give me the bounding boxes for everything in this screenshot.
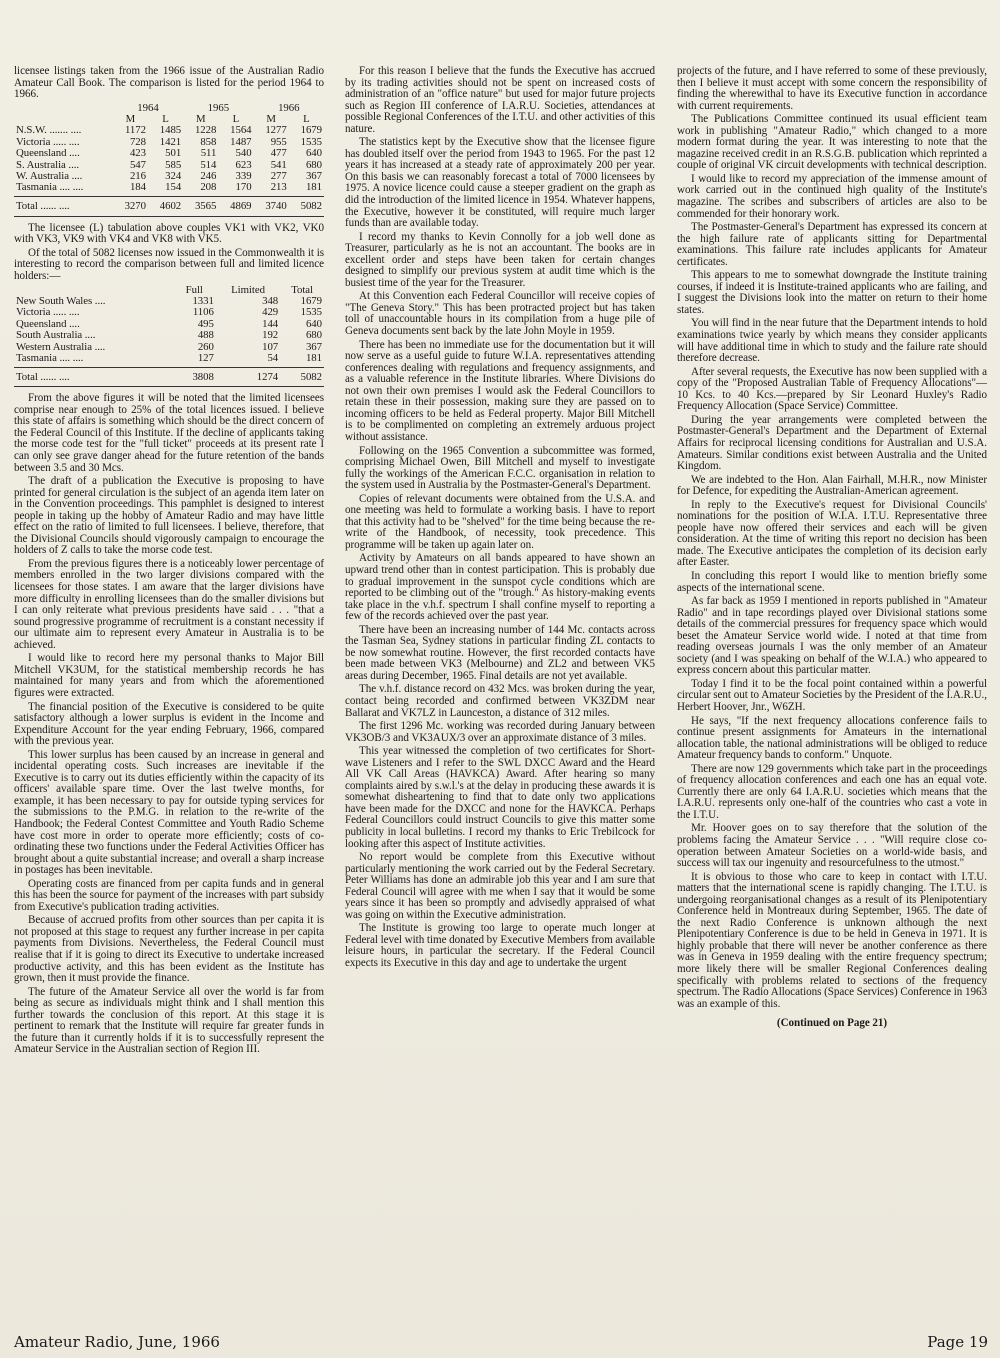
value-cell: 339 [235,170,252,183]
value-cell: 429 [262,306,279,319]
value-cell: 1564 [230,124,252,137]
state-cell: W. Australia .... [16,170,83,183]
body-paragraph: From the above figures it will be noted that the limited licensees comprise near enough to 25% of the total licences issued. I believe this state of affairs is something which should be the direct concern of the Federal Council of this Institute. If the decline of applicants taking the morse code test for the "full ticket" proceeds at its present rate I can only see grave danger ahead for the future retention of the bands between 3.5 and 30 Mcs. [14,392,324,474]
total-label: Total ...... .... [14,367,173,386]
value-cell: 1421 [159,135,182,148]
body-paragraph: Mr. Hoover goes on to say therefore that the solution of the problems facing the Amateur Service . . . "Will require close co-operation between Amateur Societies on a world-wide basis, and success will tax our ingenuity and resourcefulness to the utmost." [677,822,987,870]
body-paragraph: I record my thanks to Kevin Connolly for a job well done as Treasurer, particularly as he is not an accountant. The books are in excellent order and steps have been taken for certain changes designed to simplify our previous system at audit time which is the busiest time of the year for the Treasurer. [345,230,655,289]
column-middle [345,66,655,1324]
value-cell: 1487 [230,135,252,148]
value-cell: 184 [129,181,146,194]
total-cell: 5082 [280,367,324,386]
sub-header: M [266,113,276,126]
intro-paragraph: licensee listings taken from the 1966 issue of the Australian Radio Amateur Call Book. The comparison is listed for the period 1964 to 1966. [14,66,324,101]
body-paragraph: The first 1296 Mc. working was recorded during January between VK3OB/3 and VK3AUX/3 over an approximate distance of 3 miles. [345,720,655,744]
column-left [14,66,324,1324]
body-paragraph: No report would be complete from this Executive without particularly mentioning the work carried out by the Federal Secretary. Peter Williams has done an admirable job this year and I am sure that Federal Council will agree with me when I say that it would be some years since it has been so promptly and advisedly appraised of what was going on within the Executive administration. [345,851,655,921]
value-cell: 640 [305,147,322,160]
state-cell: Queensland .... [16,317,80,330]
total-cell: 1274 [216,367,280,386]
value-cell: 170 [235,181,252,194]
sub-header: L [162,113,169,126]
value-cell: 1172 [124,124,146,137]
value-cell: 423 [129,147,146,160]
value-cell: 1228 [194,124,217,137]
body-paragraph: Copies of relevant documents were obtained from the U.S.A. and one meeting was held to formulate a working basis. I have to report that this activity had to be "shelved" for the time being because the re-write of the Handbook, of necessity, took precedence. This programme will be taken up again later on. [345,492,655,551]
state-cell: Tasmania .... .... [16,351,84,364]
total-cell: 3565 [183,197,218,216]
value-cell: 623 [235,158,252,171]
body-paragraph: Today I find it to be the focal point contained within a powerful circular sent out to Amateur Societies by the President of the I.A.R.U., Herbert Hoover, Jnr., W6ZH. [677,677,987,713]
total-cell: 3808 [173,367,216,386]
body-paragraph: It is obvious to those who care to keep in contact with I.T.U. matters that the international scene is rapidly changing. The I.T.U. is undergoing reorganisational changes as a result of its Plenipotentiary Conference held in Montreaux during September, 1965. The date of the next Radio Conference is unknown although the next Plenipotentiary Conference is due to be held in Geneva in 1971. It is highly probable that there will never be another conference as there was in Geneva in 1959 dealing with the entire frequency spectrum; more likely there will be smaller Regional Conferences dealing specifically with problems related to sections of the frequency spectrum. The Radio Allocations (Space Services) Conference in 1963 was an example of this. [677,870,987,1010]
column-left-body [14,393,324,1056]
couples-paragraph: The licensee (L) tabulation above couples VK1 with VK2, VK0 with VK3, VK9 with VK4 and VK8 with VK5. [14,221,324,246]
table-row [14,330,324,341]
body-paragraph: There has been no immediate use for the documentation but it will now serve as a useful guide to future W.I.A. representatives attending conferences dealing with regulations and frequency assignments, and as a valuable reference in the Institute libraries. Where Divisions do not own their own premises I would ask the Federal Councillors to retain these in their possession, making sure they are passed on to incoming officers to be held as Federal property. Major Bill Mitchell is to be complimented on completing an extremely arduous project without assistance. [345,338,655,443]
body-paragraph: There have been an increasing number of 144 Mc. contacts across the Tasman Sea, Sydney stations in particular finding ZL contacts to be now somewhat routine. However, the first recorded contacts have been made between VK3 (Melbourne) and ZL2 and between VK5 areas during December, 1965. Final details are not yet available. [345,623,655,682]
state-cell: Queensland .... [16,147,80,160]
state-cell: S. Australia .... [16,158,80,171]
value-cell: 54 [267,351,279,364]
total-cell: 4602 [148,197,183,216]
value-cell: 192 [262,329,279,342]
body-paragraph: The financial position of the Executive is considered to be quite satisfactory although a lower surplus is evident in the Income and Expenditure Account for the year ending February, 1966, compared with the previous year. [14,700,324,748]
body-paragraph: projects of the future, and I have referred to some of these previously, then I believe it must accept with some concern the responsibility of finding the wherewithal to have its Executive function in accordance with current requirements. [677,66,987,112]
table-row [14,182,324,193]
total-label: Total ...... .... [14,197,113,216]
column-middle-body [345,66,655,970]
body-paragraph: This year witnessed the completion of two certificates for Short-wave Listeners and I refer to the SWL DXCC Award and the Heard All VK Call Areas (HAVKCA) Award. After hearing so many complaints aired by s.w.l.'s at the delay in producing these awards it is somewhat disheartening to find that to date only two applications have been made for the DXCC and none for the HAVKCA. Perhaps Federal Councillors could instruct Councils to give this matter some publicity in local bulletins. I record my thanks to Eric Trebilcock for looking after this aspect of Institute activities. [345,745,655,850]
body-paragraph: From the previous figures there is a noticeably lower percentage of members enrolled in the two larger divisions compared with the licensees for those states. I am aware that the larger divisions have more difficulty in enrolling licensees than do the smaller divisions but I can only reiterate what previous presidents have said . . . "that a sound progressive programme of recruitment is a constant necessity if our ultimate aim to represent every Amateur in Australia is to be achieved. [14,557,324,651]
value-cell: 181 [305,351,322,364]
state-cell: Victoria ..... .... [16,306,80,319]
value-cell: 955 [270,135,287,148]
value-cell: 680 [305,329,322,342]
state-cell: Tasmania .... .... [16,181,84,194]
page-number: Page 19 [927,1333,988,1351]
state-cell: New South Wales .... [16,294,106,307]
continued-note: (Continued on Page 21) [776,1017,888,1030]
body-paragraph: As far back as 1959 I mentioned in reports published in "Amateur Radio" and in tape recordings played over Divisional stations some details of the commercial pressures for frequency space which would beset the Amateur Service world wide. I noted at that time from reading overseas journals I was the only member of an Amateur society (and I was speaking on behalf of the W.I.A.) who appeared to express concern about this particular matter. [677,595,987,677]
value-cell: 213 [270,181,287,194]
total-cell: 3740 [254,197,289,216]
body-paragraph: Activity by Amateurs on all bands appeared to have shown an upward trend other than in contest participation. This is probably due to gradual improvement in the sunspot cycle conditions which are reported to be climbing out of the "trough." As history-making events take place in the v.h.f. spectrum I shall confine myself to reporting a few of the records achieved over the past year. [345,552,655,623]
body-paragraph: I would like to record my appreciation of the immense amount of work carried out in the continued high quality of the Institute's magazine. The scribes and subscribers of articles are also to be commended for their honorary work. [677,172,987,220]
year-header: 1965 [207,101,230,114]
value-cell: 514 [200,158,217,171]
value-cell: 477 [270,147,287,160]
body-paragraph: Following on the 1965 Convention a subcommittee was formed, comprising Michael Owen, Bill Mitchell and myself to investigate fully the workings of the American F.C.C. organisation in relation to the system used in Australia by the Postmaster-General's Department. [345,444,655,492]
table-total-row [14,197,324,216]
body-paragraph: You will find in the near future that the Department intends to hold examinations twice yearly by which means they consider applicants will have additional time in which to study and the failure rate should therefore decrease. [677,317,987,365]
value-cell: 585 [165,158,182,171]
body-paragraph: The future of the Amateur Service all over the world is far from being as secure as individuals might think and I shall mention this further towards the conclusion of this report. At this stage it is pertinent to remark that the Institute will require far greater funds in the future than it currently holds if it is to successfully represent the Amateur Service in the Australian section of Region III. [14,985,324,1056]
value-cell: 1277 [265,124,287,137]
column-header: Total [291,283,313,296]
column-right [677,66,987,1324]
value-cell: 1535 [300,135,322,148]
value-cell: 181 [305,181,322,194]
value-cell: 640 [305,317,322,330]
value-cell: 107 [262,340,279,353]
table-row [14,148,324,159]
body-paragraph: This appears to me to somewhat downgrade the Institute training courses, if indeed it is Institute-trained applicants who are failing, and I suggest the Divisions look into the matter on return to their home states. [677,269,987,316]
sub-header: M [195,113,206,126]
value-cell: 260 [197,340,214,353]
body-paragraph: The statistics kept by the Executive show that the licensee figure has doubled itself over the period from 1943 to 1965. For the past 12 years it has increased at a steady rate of approximately 200 per year. On this basis we can reasonably forecast a total of 7000 licensees by 1975. A novice licence could cause a steeper gradient on the graph as did the introduction of the limited licence in 1954. Whatever happens, the Executive, however it be constituted, will require much larger funds than are available today. [345,136,655,230]
body-paragraph: The v.h.f. distance record on 432 Mcs. was broken during the year, contact being recorded and confirmed between VK3ZDM near Ballarat and VK7LZ in Launceston, a distance of 312 miles. [345,683,655,719]
body-paragraph: There are now 129 governments which take part in the proceedings of frequency allocation conferences and each one has an equal vote. Currently there are only 64 I.A.R.U. societies which means that the I.A.R.U. represents only one-half of the countries who cast a vote in the I.T.U. [677,762,987,821]
value-cell: 541 [270,158,287,171]
body-paragraph: After several requests, the Executive has now been supplied with a copy of the "Proposed Australian Table of Frequency Allocations"—10 Kcs. to 40 Kcs.—prepared by Sir Leonard Huxley's Radio Frequency Allocation (Space Service) Committee. [677,365,987,413]
value-cell: 246 [200,170,217,183]
body-paragraph: The Postmaster-General's Department has expressed its concern at the high failure rate of applicants sitting for Departmental examinations. This failure rate includes applicants for Amateur certificates. [677,221,987,268]
value-cell: 1485 [159,124,182,137]
value-cell: 348 [262,294,279,307]
value-cell: 367 [305,170,322,183]
value-cell: 728 [129,135,146,148]
value-cell: 547 [129,158,146,171]
value-cell: 1331 [192,294,214,307]
body-paragraph: This lower surplus has been caused by an increase in general and incidental operating costs. Such increases are inevitable if the Executive is to carry out its duties efficiently within the capacity of its officers' available spare time. Over the last twelve months, for example, it has been necessary to pay for outside typing services for the submissions to the P.M.G. in relation to the re-write of the Handbook; the Federal Contest Committee and Youth Radio Scheme have cost more in order to operate more efficiently; costs of co-ordinating these two functions under the Federal Activities Officer has brought about a quite substantial increase; and overall a sharp increase in postages has been inevitable. [14,748,324,877]
table-total-row [14,367,324,386]
body-paragraph: I would like to record here my personal thanks to Major Bill Mitchell VK3UM, for the statistical membership records he has maintained for many years and from which the aforementioned figures were extracted. [14,652,324,699]
table-row [14,353,324,364]
licensee-table [14,103,324,217]
value-cell: 1106 [192,306,214,319]
sub-header: M [125,113,136,126]
value-cell: 495 [197,317,214,330]
total-cell: 3270 [113,197,148,216]
value-cell: 216 [129,170,146,183]
column-right-body [677,66,987,1010]
body-paragraph: In concluding this report I would like to mention briefly some aspects of the international scene. [677,569,987,594]
year-header: 1966 [278,101,300,114]
value-cell: 154 [165,181,182,194]
value-cell: 680 [305,158,322,171]
value-cell: 367 [305,340,322,353]
full-limited-table [14,285,324,388]
body-paragraph: In reply to the Executive's request for Divisional Councils' nominations for the position of W.I.A. I.T.U. Representative three people have now offered their services and each will be given consideration. At the time of writing this report no decision has been made. The Executive anticipates the completion of its decision early after Easter. [677,498,987,569]
body-paragraph: The Institute is growing too large to operate much longer at Federal level with time donated by Executive Members from available leisure hours, in particular the secretary. If the Federal Council expects its Executive in this day and age to undertake the urgent [345,922,655,970]
value-cell: 1679 [300,294,322,307]
value-cell: 488 [197,329,214,342]
publication-title: Amateur Radio, June, 1966 [14,1333,220,1351]
value-cell: 144 [262,317,279,330]
body-paragraph: For this reason I believe that the funds the Executive has accrued by its trading activities should not be spent on increased costs of administration of an "office nature" but used for major future projects such as Region III conference of I.A.R.U. Societies, attendances at possible Regional Conferences of the I.T.U. and other activities of this nature. [345,66,655,135]
total-cell: 4869 [218,197,253,216]
body-paragraph: He says, "If the next frequency allocations conference fails to continue present assignments for Amateurs in the international allocation table, the national administrations will be obliged to reduce Amateur frequency bands to conform." Unquote. [677,714,987,762]
body-paragraph: The Publications Committee continued its usual efficient team work in publishing "Amateur Radio," which changed to a more modern format during the year. It was interesting to note that the magazine received credit in an R.S.G.B. publication which reprinted a couple of original VK circuit developments with technical description. [677,113,987,172]
body-paragraph: At this Convention each Federal Councillor will receive copies of "The Geneva Story." This has been protracted project but has taken toll of unaccountable hours in its compilation from a huge pile of Geneva documents sent back by the late John Moyle in 1959. [345,290,655,338]
table-year-header-row [14,103,324,114]
state-cell: Western Australia .... [16,340,106,353]
value-cell: 501 [165,147,182,160]
sub-header: L [303,113,310,126]
value-cell: 127 [197,351,214,364]
sub-header: L [232,113,240,126]
body-paragraph: Because of accrued profits from other sources than per capita it is not proposed at this stage to request any further increase in per capita payments from Divisions. Nevertheless, the Federal Council must realise that if it is going to direct its Executive to undertake increased productive activity, and this has been evident as the Institute has grown, then it must provide the finance. [14,914,324,985]
body-paragraph: We are indebted to the Hon. Alan Fairhall, M.H.R., now Minister for Defence, for expediting the Australian-American agreement. [677,473,987,498]
body-paragraph: During the year arrangements were completed between the Postmaster-General's Department and the Department of External Affairs for reciprocal licensing conditions for Australian and U.S.A. Amateurs. Similar conditions exist between Australia and the United Kingdom. [677,413,987,473]
state-cell: South Australia .... [16,329,96,342]
body-paragraph: The draft of a publication the Executive is proposing to have printed for general circulation is the subject of an agenda item later on in the Convention proceedings. This pamphlet is designed to interest people in taking up the hobby of Amateur Radio and may have little effect on the ratio of limited to full licensees. I believe, therefore, that the Divisional Councils should vigorously campaign to encourage the holders of Z calls to take the morse code test. [14,475,324,557]
year-header: 1964 [137,101,159,114]
value-cell: 208 [200,181,217,194]
value-cell: 277 [270,170,287,183]
value-cell: 540 [235,147,252,160]
value-cell: 511 [200,147,217,160]
total-cell: 5082 [289,197,324,216]
value-cell: 1679 [300,124,322,137]
value-cell: 858 [200,135,217,148]
state-cell: Victoria ..... .... [16,135,80,148]
body-paragraph: Operating costs are financed from per capita funds and in general this has been the source for payment of the increases with part subsidy from Executive's publication trading activities. [14,877,324,913]
value-cell: 1535 [300,306,322,319]
page-footer [14,1330,988,1354]
column-header: Full [185,283,203,296]
column-header: Limited [231,283,265,296]
of-total-paragraph: Of the total of 5082 licenses now issued in the Commonwealth it is interesting to record the comparison between full and limited licence holders:— [14,246,324,282]
state-cell: N.S.W. ....... .... [16,124,82,137]
value-cell: 324 [165,170,182,183]
